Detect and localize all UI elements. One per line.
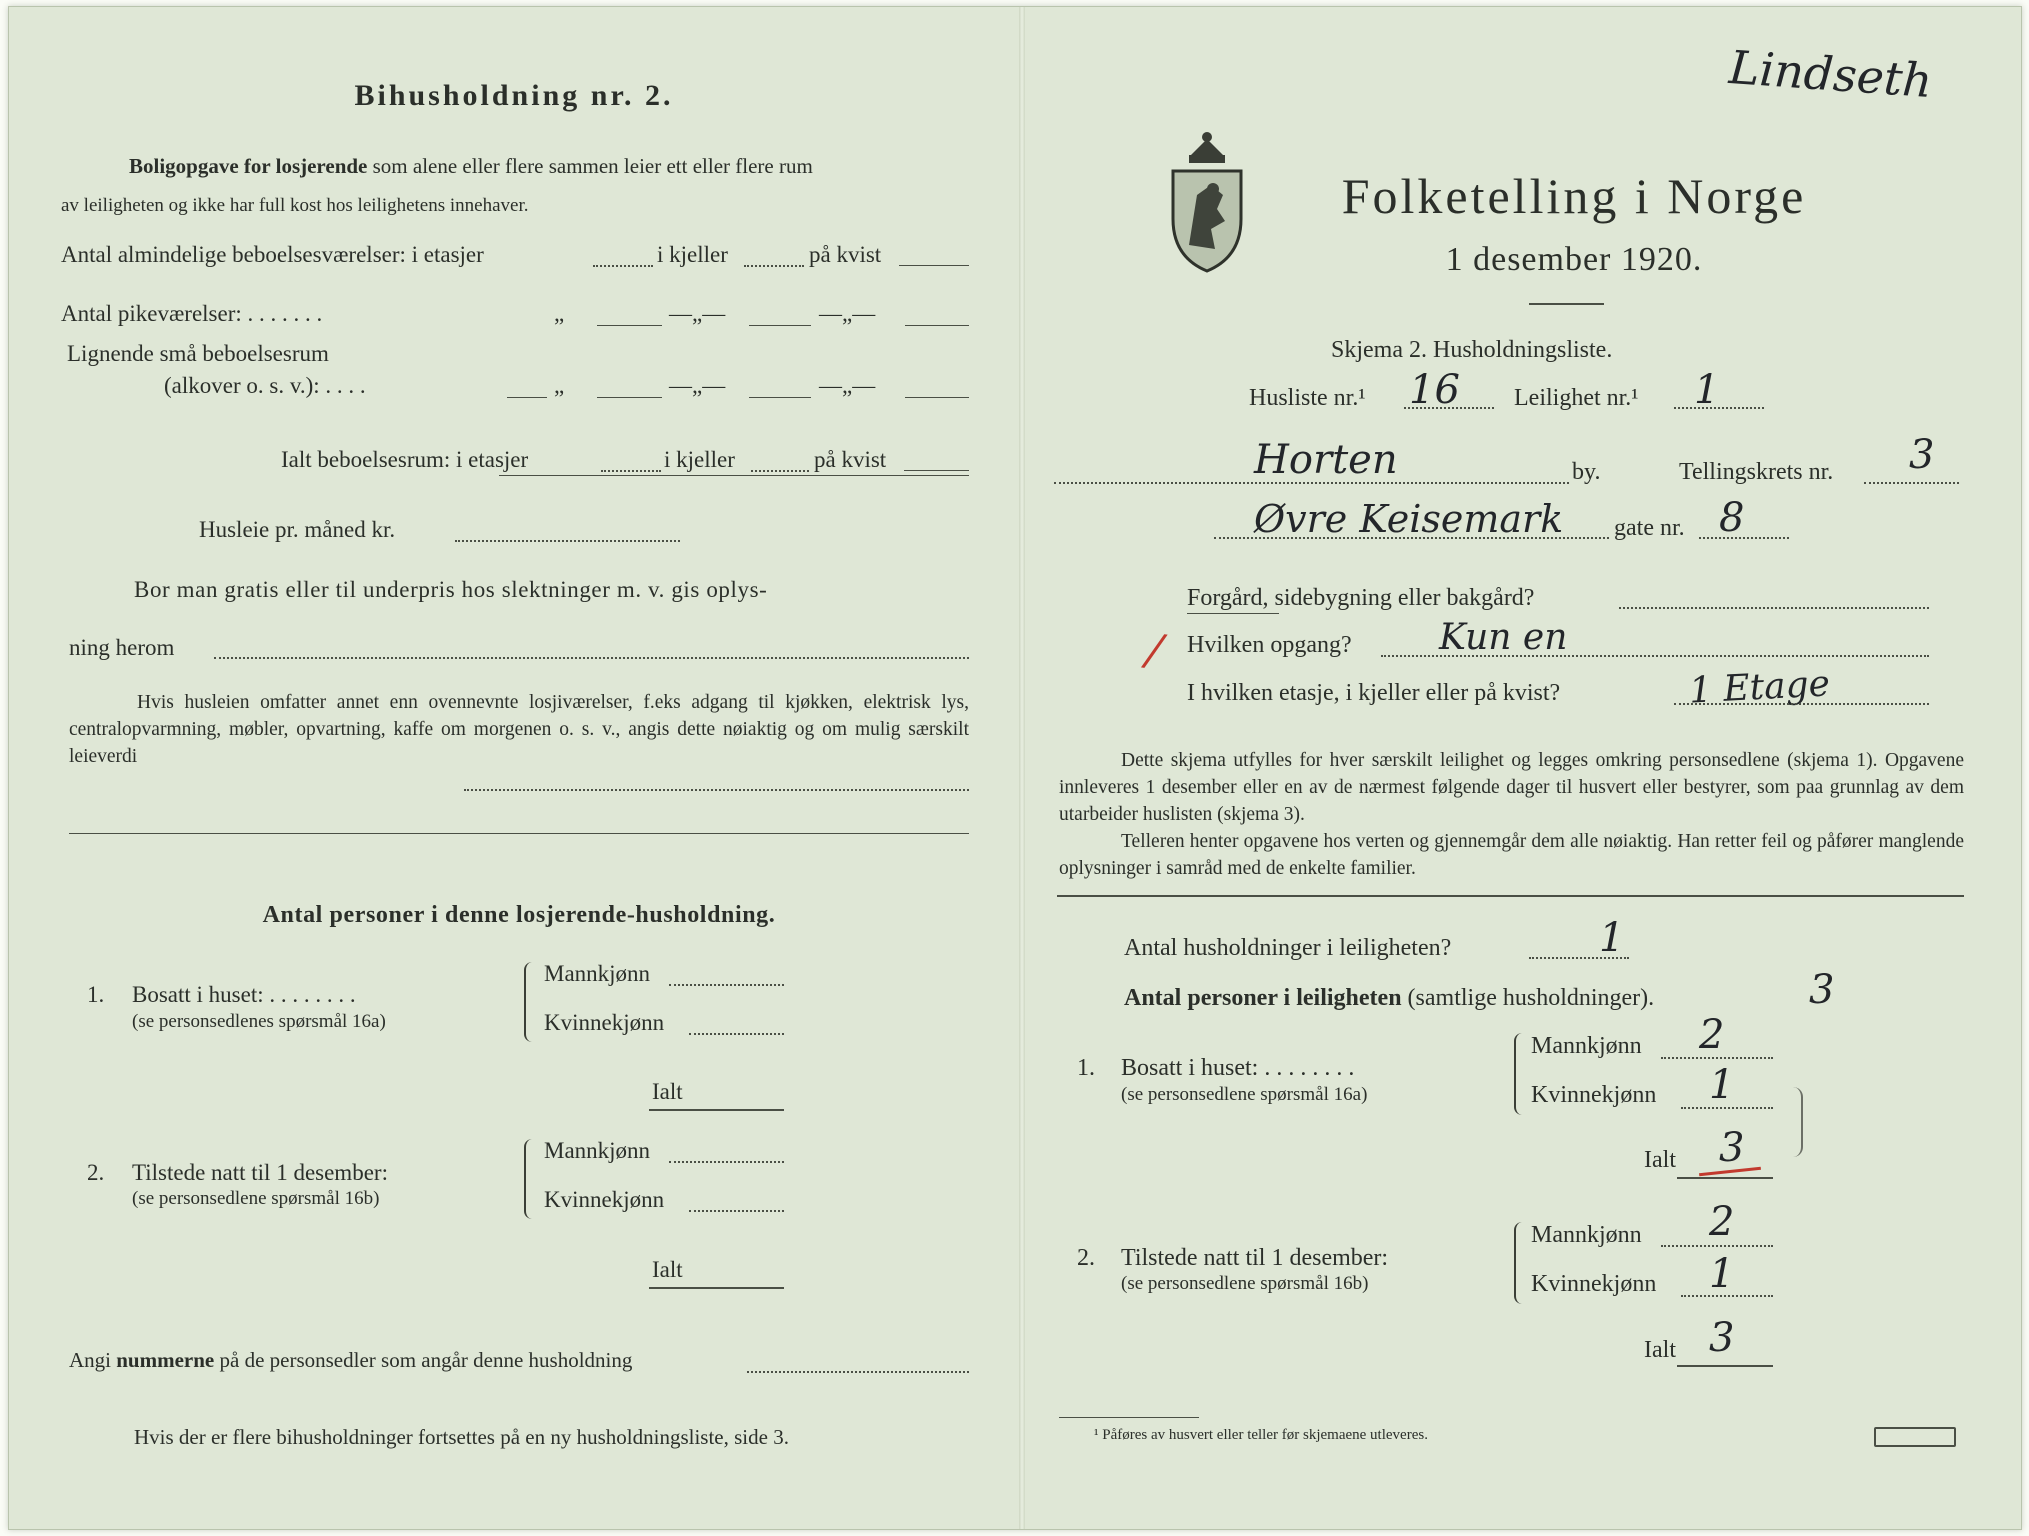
gate-nr-value: 8	[1719, 495, 1745, 541]
etasje-value: 1 Etage	[1688, 663, 1831, 712]
forgard-label: Forgård, sidebygning eller bakgård?	[1187, 585, 1535, 611]
pike-kjeller-field[interactable]	[749, 325, 811, 326]
ialt-underline	[499, 475, 969, 476]
pike-ditto: „	[554, 301, 565, 326]
right-date: 1 desember 1920.	[1445, 241, 1703, 278]
angi-rest: på de personsedler som angår denne husholdning	[219, 1348, 633, 1372]
hush-field[interactable]	[1529, 957, 1629, 959]
intro-line-1	[129, 154, 813, 179]
right-q1-ialt-field[interactable]	[1677, 1177, 1773, 1179]
gate-value: Øvre Keisemark	[1254, 497, 1564, 541]
forgard-underline	[1187, 613, 1279, 614]
right-q2-num: 2.	[1077, 1245, 1095, 1271]
intro-bold: Boligopgave for losjerende	[129, 154, 368, 178]
husleie-field[interactable]	[455, 540, 680, 542]
right-q1-kvinne: Kvinnekjønn	[1531, 1082, 1657, 1108]
right-q1-kvinne-field[interactable]	[1681, 1107, 1773, 1109]
left-q2-ialt-field[interactable]	[649, 1287, 784, 1289]
right-q1-mann-value: 2	[1699, 1012, 1725, 1058]
footnote-rule	[1059, 1417, 1199, 1418]
left-q1-ialt-field[interactable]	[649, 1109, 784, 1111]
pencil-check-mark	[1789, 1087, 1803, 1157]
lign-ditto-2: —„—	[669, 373, 726, 398]
left-q2-mann: Mannkjønn	[544, 1138, 651, 1163]
right-q2-kvinne-field[interactable]	[1681, 1295, 1773, 1297]
opgang-red-mark: /	[1143, 624, 1166, 677]
left-q1-brace	[524, 962, 538, 1042]
angi-field[interactable]	[747, 1371, 969, 1373]
right-q2-ialt-value: 3	[1709, 1315, 1735, 1361]
lign-etasjer-field[interactable]	[597, 397, 662, 398]
rooms-etasjer-field[interactable]	[593, 265, 653, 267]
left-antal-header: Antal personer i denne losjerende-husholdning.	[262, 902, 776, 928]
opgang-field[interactable]	[1381, 655, 1929, 657]
right-q2-ialt: Ialt	[1644, 1337, 1676, 1363]
rooms-label: Antal almindelige beboelsesværelser: i etasjer	[61, 242, 484, 267]
pike-kvist-field[interactable]	[905, 325, 969, 326]
omfatter-paragraph: Hvis husleien omfatter annet enn ovennevnte losjiværelser, f.eks adgang til kjøkken, elektrisk lys, centralopvarmning, møbler, opvartning, kaffe om morgenen o. s. v., angis dette nøiaktig og om mulig særskilt leieverdi	[69, 692, 969, 767]
husliste-label: Husliste nr.¹	[1249, 385, 1366, 411]
left-q1-mann-field[interactable]	[669, 984, 784, 986]
ialt-kvist-label: på kvist	[814, 447, 887, 472]
rooms-kvist-field[interactable]	[899, 265, 969, 266]
lign-kvist-field[interactable]	[905, 397, 969, 398]
rooms-kvist-label: på kvist	[809, 242, 882, 267]
right-q2-ialt-field[interactable]	[1677, 1365, 1773, 1367]
ialt-kvist-field[interactable]	[904, 470, 969, 471]
pers-line	[1124, 985, 1654, 1012]
right-q1-kvinne-value: 1	[1709, 1062, 1735, 1108]
etasje-field[interactable]	[1674, 703, 1929, 705]
angi-bold: nummerne	[116, 1348, 215, 1372]
left-q1-mann: Mannkjønn	[544, 961, 651, 986]
pike-etasjer-field[interactable]	[597, 325, 662, 326]
etasje-label: I hvilken etasje, i kjeller eller på kvist?	[1187, 680, 1561, 706]
husliste-field[interactable]	[1404, 407, 1494, 409]
by-value: Horten	[1254, 437, 1398, 483]
right-q1-brace	[1514, 1033, 1528, 1115]
left-q2-kvinne-field[interactable]	[689, 1210, 784, 1212]
left-q2-kvinne: Kvinnekjønn	[544, 1187, 665, 1212]
left-q1-sub: (se personsedlenes spørsmål 16a)	[132, 1011, 386, 1032]
ialt-rooms-label: Ialt beboelsesrum: i etasjer	[281, 447, 529, 472]
lign-label-2: (alkover o. s. v.): . . . .	[164, 373, 366, 398]
right-q1-sub: (se personsedlene spørsmål 16a)	[1121, 1084, 1368, 1105]
leieverdi-field[interactable]	[464, 789, 969, 791]
right-q2-sub: (se personsedlene spørsmål 16b)	[1121, 1273, 1369, 1294]
gate-nr-field[interactable]	[1699, 537, 1789, 539]
angi-pre: Angi	[69, 1348, 111, 1372]
by-label: by.	[1572, 459, 1601, 485]
page-fold	[1019, 7, 1025, 1529]
lign-label-1: Lignende små beboelsesrum	[67, 341, 329, 366]
left-q1-ialt: Ialt	[652, 1079, 683, 1104]
gratis-line-1: Bor man gratis eller til underpris hos slektninger m. v. gis oplys-	[134, 577, 768, 602]
right-q2-label: Tilstede natt til 1 desember:	[1121, 1245, 1389, 1271]
ialt-kjeller-field[interactable]	[751, 470, 809, 472]
angi-line	[69, 1348, 632, 1373]
opgang-label: Hvilken opgang?	[1187, 632, 1352, 658]
hush-value: 1	[1599, 915, 1625, 961]
flere-note: Hvis der er flere bihusholdninger fortsettes på en ny husholdningsliste, side 3.	[134, 1425, 789, 1449]
info-paragraph-2: Telleren henter opgavene hos verten og gjennemgår dem alle nøiaktig. Han retter feil og påfører manglende oplysninger i samråd med de enkelte familier.	[1059, 831, 1964, 879]
pike-ditto-3: —„—	[819, 301, 876, 326]
right-q2-kvinne: Kvinnekjønn	[1531, 1271, 1657, 1297]
left-q2-brace	[524, 1139, 538, 1219]
intro-rest: som alene eller flere sammen leier ett eller flere rum	[372, 154, 813, 178]
right-q1-ialt-value: 3	[1719, 1125, 1745, 1171]
leilighet-value: 1	[1694, 367, 1720, 413]
rooms-kjeller-field[interactable]	[744, 265, 804, 267]
left-q2-ialt: Ialt	[652, 1257, 683, 1282]
pers-rest: (samtlige husholdninger).	[1407, 985, 1655, 1011]
forgard-field[interactable]	[1619, 607, 1929, 609]
right-q1-label: Bosatt i huset: . . . . . . . .	[1121, 1055, 1355, 1081]
info-rule	[1057, 895, 1964, 897]
by-field[interactable]	[1054, 482, 1569, 484]
gate-field[interactable]	[1214, 537, 1609, 539]
right-q1-ialt: Ialt	[1644, 1147, 1676, 1173]
krets-value: 3	[1909, 432, 1935, 478]
rooms-kjeller-label: i kjeller	[657, 242, 728, 267]
opgang-value: Kun en	[1439, 617, 1568, 658]
right-q1-num: 1.	[1077, 1055, 1095, 1081]
left-title: Bihusholdning nr. 2.	[354, 79, 674, 112]
krets-label: Tellingskrets nr.	[1679, 459, 1834, 485]
right-q2-mann: Mannkjønn	[1531, 1222, 1642, 1248]
leilighet-label: Leilighet nr.¹	[1514, 385, 1639, 411]
pers-value: 3	[1809, 967, 1835, 1013]
lign-ditto-3: —„—	[819, 373, 876, 398]
footnote: ¹ Påføres av husvert eller teller før skjemaene utleveres.	[1094, 1427, 1428, 1443]
gratis-line-2: ning herom	[69, 635, 175, 660]
hush-label: Antal husholdninger i leiligheten?	[1124, 935, 1452, 961]
husleie-label: Husleie pr. måned kr.	[199, 517, 396, 542]
intro-line-2: av leiligheten og ikke har full kost hos leilighetens innehaver.	[61, 195, 529, 216]
right-q2-brace	[1514, 1222, 1528, 1304]
left-q1-kvinne: Kvinnekjønn	[544, 1010, 665, 1035]
left-q2-label: Tilstede natt til 1 desember:	[132, 1160, 388, 1185]
title-rule	[1529, 303, 1604, 305]
lign-lead-line	[507, 397, 547, 398]
left-q2-mann-field[interactable]	[669, 1161, 784, 1163]
info-paragraph-1: Dette skjema utfylles for hver særskilt leilighet og legges omkring personsedlene (skjema 1). Opgavene innleveres 1 desember eller en av de nærmest følgende dager til husvert eller bestyrer, som paa grunnlag av dem utarbeider huslisten (skjema 3).	[1059, 750, 1964, 825]
krets-field[interactable]	[1864, 482, 1959, 484]
left-q1-num: 1.	[87, 982, 105, 1007]
right-q1-mann: Mannkjønn	[1531, 1033, 1642, 1059]
left-q2-sub: (se personsedlene spørsmål 16b)	[132, 1188, 380, 1209]
lign-kjeller-field[interactable]	[749, 397, 811, 398]
skjema-label: Skjema 2. Husholdningsliste.	[1331, 337, 1613, 363]
gate-label: gate nr.	[1614, 515, 1685, 541]
right-q2-mann-value: 2	[1709, 1199, 1735, 1245]
left-q2-num: 2.	[87, 1160, 105, 1185]
right-q2-kvinne-value: 1	[1709, 1251, 1735, 1297]
pike-label: Antal pikeværelser: . . . . . . .	[61, 301, 323, 326]
husliste-value: 16	[1409, 367, 1460, 413]
right-q2-mann-field[interactable]	[1661, 1245, 1773, 1247]
corner-handwriting: Lindseth	[1727, 39, 1934, 109]
leilighet-field[interactable]	[1674, 407, 1764, 409]
right-q1-mann-field[interactable]	[1661, 1057, 1773, 1059]
census-form-sheet	[8, 6, 2022, 1530]
pers-bold: Antal personer i leiligheten	[1124, 985, 1402, 1011]
right-title: Folketelling i Norge	[1341, 168, 1807, 224]
norway-coat-of-arms-icon	[1167, 125, 1247, 275]
gratis-field[interactable]	[214, 657, 969, 659]
leieverdi-field-2[interactable]	[69, 833, 969, 834]
printer-stamp	[1874, 1427, 1956, 1447]
pike-ditto-2: —„—	[669, 301, 726, 326]
lign-ditto: „	[554, 373, 565, 398]
ialt-kjeller-label: i kjeller	[664, 447, 735, 472]
left-q1-kvinne-field[interactable]	[689, 1033, 784, 1035]
left-q1-label: Bosatt i huset: . . . . . . . .	[132, 982, 356, 1007]
ialt-etasjer-field[interactable]	[601, 470, 661, 472]
